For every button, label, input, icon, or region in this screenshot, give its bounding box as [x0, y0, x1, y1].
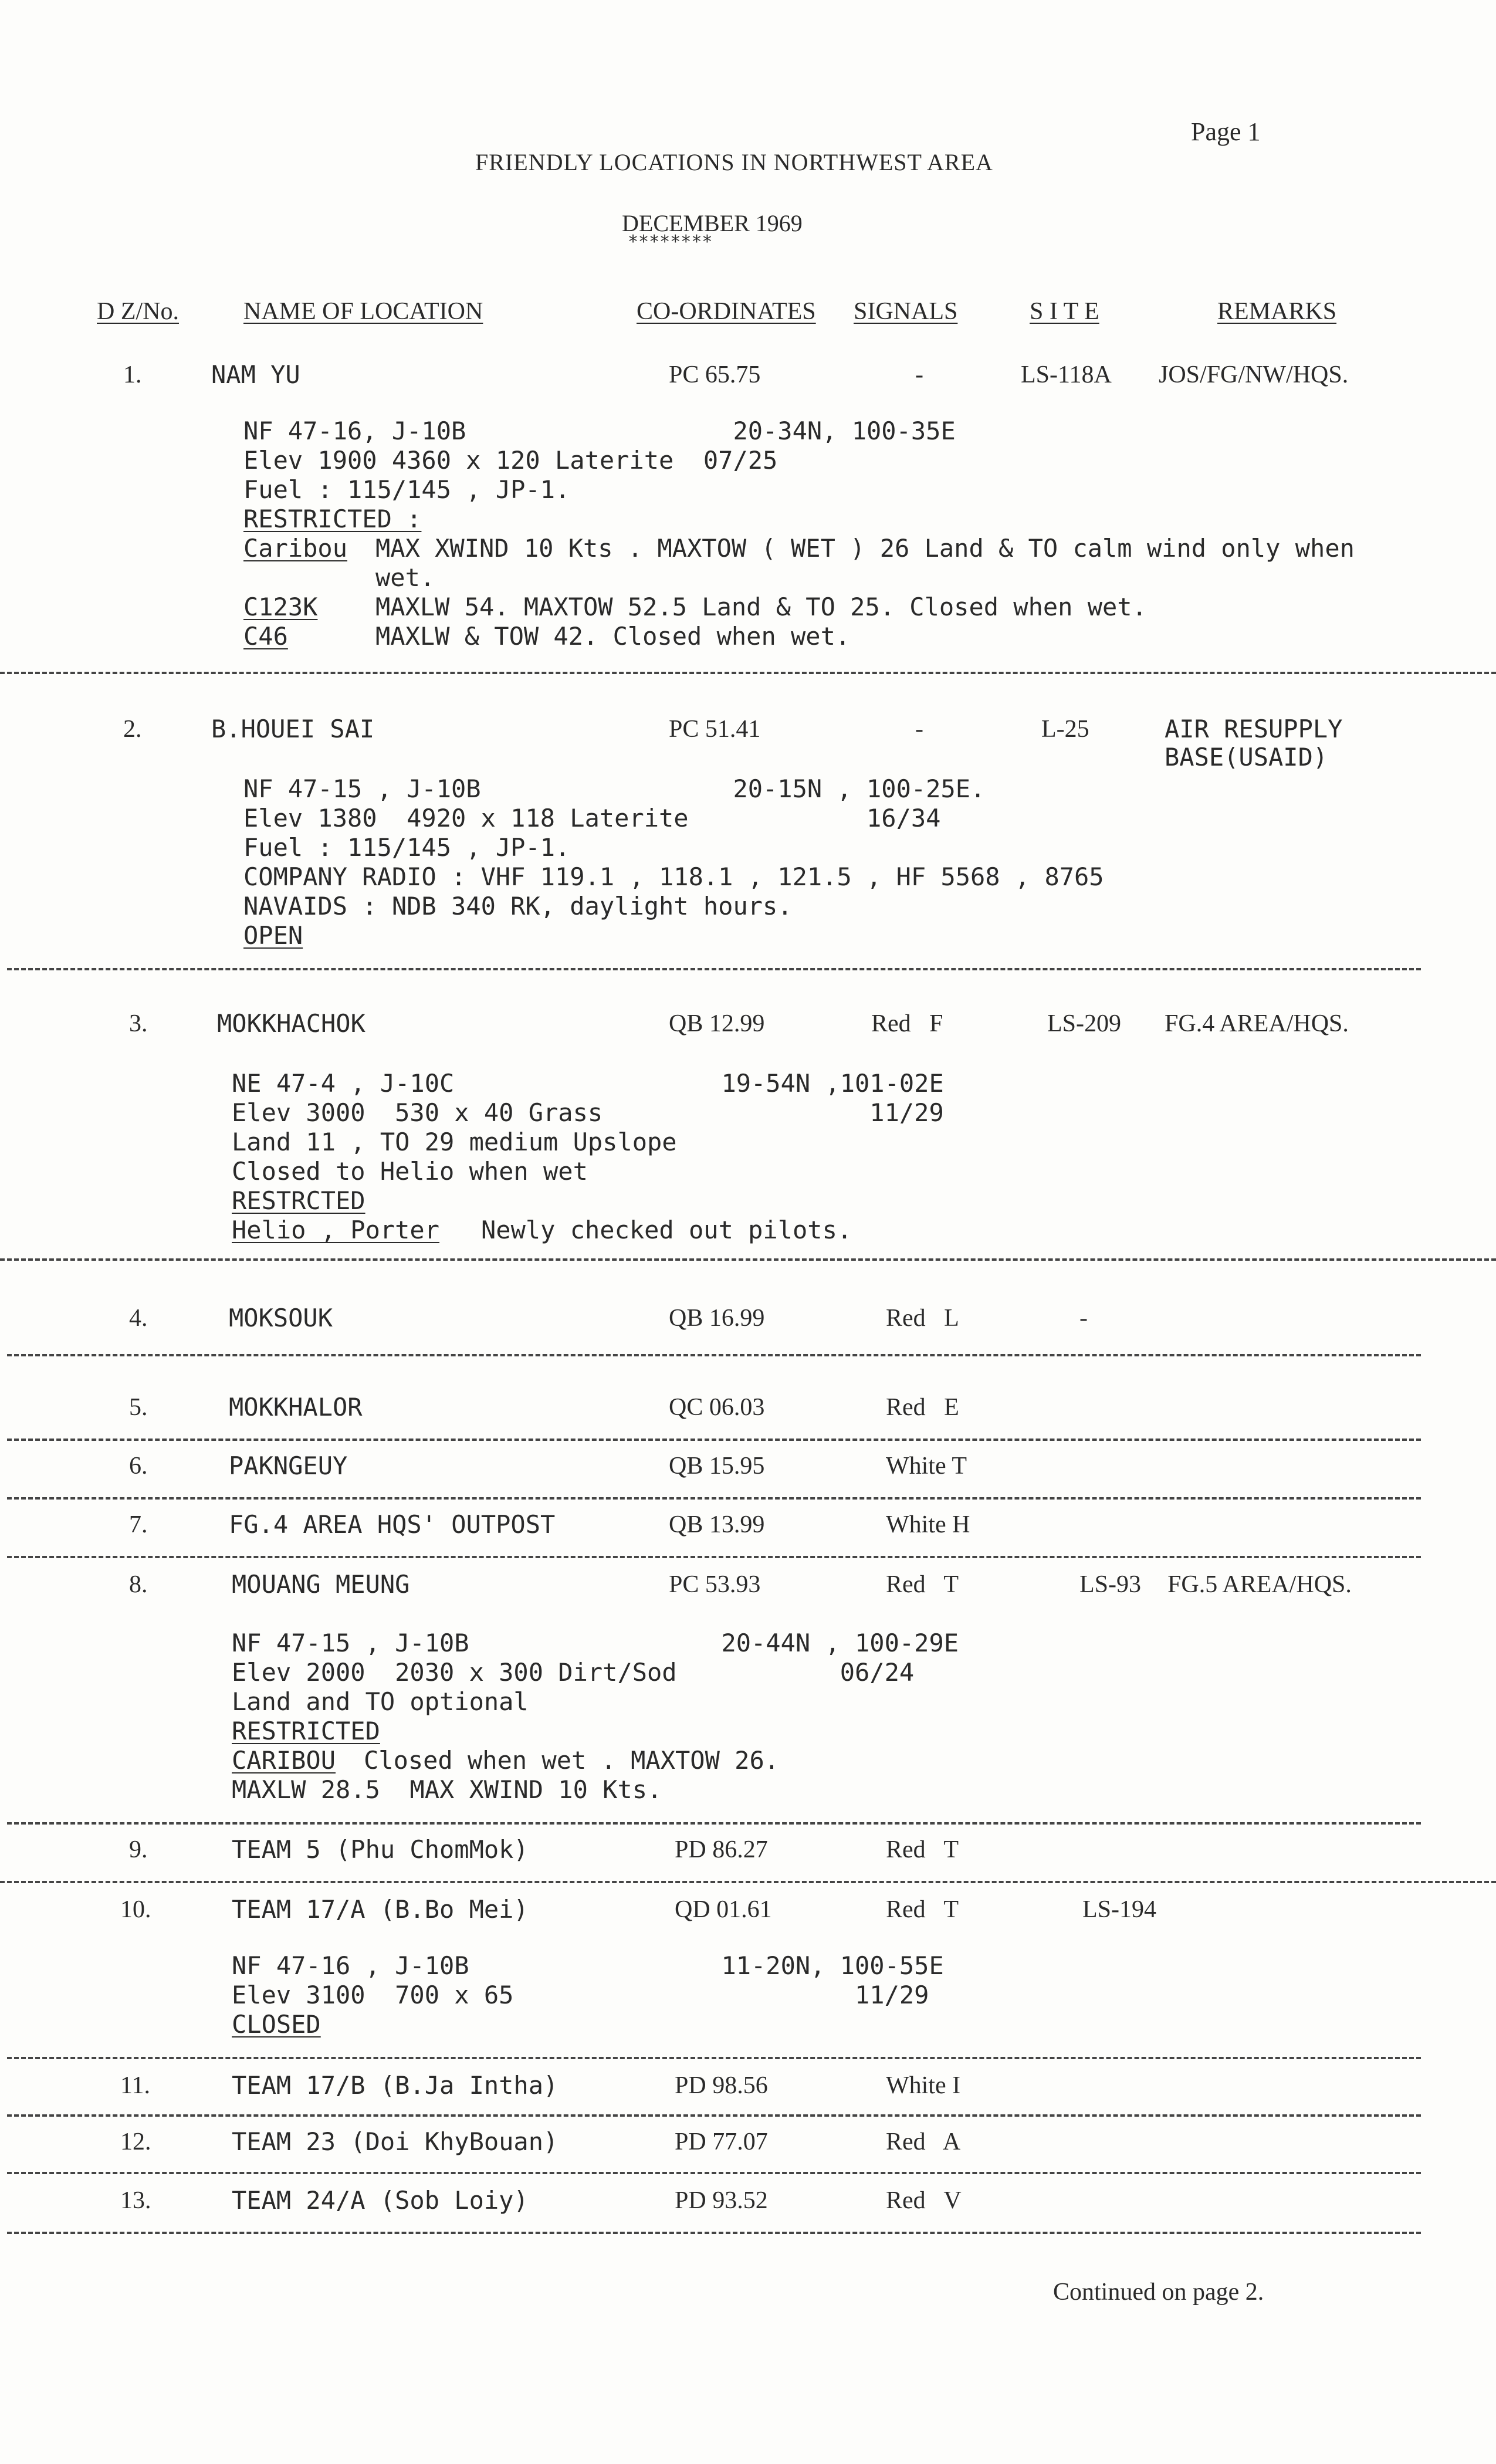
location-name: FG.4 AREA HQS' OUTPOST	[229, 1510, 556, 1539]
detail-line: Land and TO optional	[232, 1687, 529, 1716]
detail-line: Elev 3000 530 x 40 Grass 11/29	[232, 1098, 944, 1127]
signal: Red E	[886, 1394, 959, 1421]
page-label: Page 1	[1191, 117, 1261, 146]
row-separator	[7, 1354, 1421, 1356]
detail-line: Elev 1900 4360 x 120 Laterite 07/25	[243, 446, 778, 475]
entry-number: 5.	[129, 1394, 148, 1421]
header-signals: SIGNALS	[854, 298, 958, 325]
row-separator	[7, 2232, 1421, 2234]
location-name: MOKKHALOR	[229, 1393, 363, 1421]
row-separator	[7, 1822, 1421, 1825]
remarks: AIR RESUPPLY	[1165, 715, 1343, 743]
signal: -	[915, 361, 923, 388]
row-separator	[7, 968, 1421, 970]
signal: -	[915, 716, 923, 743]
signal: Red A	[886, 2128, 961, 2155]
location-name: TEAM 17/A (B.Bo Mei)	[232, 1895, 529, 1924]
row-separator	[7, 2057, 1421, 2059]
signal: Red V	[886, 2187, 962, 2214]
entry-number: 10.	[120, 1896, 151, 1923]
location-name: B.HOUEI SAI	[211, 715, 375, 743]
entry-number: 3.	[129, 1010, 148, 1037]
remarks: BASE(USAID)	[1165, 743, 1328, 771]
signal: Red T	[886, 1836, 959, 1863]
coordinates: PD 98.56	[675, 2072, 768, 2099]
coordinates: PD 77.07	[675, 2128, 768, 2155]
detail-line: Elev 3100 700 x 65 11/29	[232, 1981, 929, 2009]
status-label: RESTRICTED	[232, 1717, 380, 1745]
row-separator	[7, 2172, 1421, 2174]
location-name: TEAM 17/B (B.Ja Intha)	[232, 2071, 559, 2100]
status-label: RESTRICTED :	[243, 505, 422, 533]
coordinates: QB 12.99	[669, 1010, 765, 1037]
site: LS-93	[1079, 1571, 1141, 1598]
location-name: PAKNGEUY	[229, 1451, 348, 1480]
status-label: OPEN	[243, 921, 303, 950]
detail-line: Land 11 , TO 29 medium Upslope	[232, 1128, 677, 1156]
site: -	[1079, 1305, 1088, 1332]
aircraft-restriction: MAXLW 54. MAXTOW 52.5 Land & TO 25. Closed when wet.	[375, 593, 1147, 621]
coordinates: QB 13.99	[669, 1511, 765, 1538]
detail-line: NF 47-15 , J-10B 20-44N , 100-29E	[232, 1629, 959, 1657]
header-coords: CO-ORDINATES	[637, 298, 816, 325]
entry-number: 2.	[123, 716, 142, 743]
remarks: JOS/FG/NW/HQS.	[1159, 361, 1349, 388]
detail-line: NF 47-15 , J-10B 20-15N , 100-25E.	[243, 774, 986, 803]
page-title: FRIENDLY LOCATIONS IN NORTHWEST AREA	[475, 149, 993, 175]
coordinates: QD 01.61	[675, 1896, 772, 1923]
detail-line: Elev 2000 2030 x 300 Dirt/Sod 06/24	[232, 1658, 915, 1687]
header-name: NAME OF LOCATION	[243, 298, 483, 325]
aircraft-type: Helio , Porter	[232, 1216, 440, 1244]
entry-number: 6.	[129, 1453, 148, 1480]
remarks: FG.5 AREA/HQS.	[1167, 1571, 1352, 1598]
detail-line: NF 47-16, J-10B 20-34N, 100-35E	[243, 417, 956, 445]
aircraft-type: Caribou	[243, 534, 348, 563]
location-name: NAM YU	[211, 360, 300, 389]
site: LS-194	[1082, 1896, 1156, 1923]
signal: Red T	[886, 1896, 959, 1923]
row-separator	[0, 1258, 1496, 1261]
row-separator	[7, 1439, 1421, 1441]
detail-line: Fuel : 115/145 , JP-1.	[243, 833, 570, 862]
site: LS-209	[1047, 1010, 1121, 1037]
site: L-25	[1041, 716, 1089, 743]
row-separator	[0, 672, 1496, 674]
coordinates: QC 06.03	[669, 1394, 765, 1421]
coordinates: QB 16.99	[669, 1305, 765, 1332]
header-site: S I T E	[1030, 298, 1099, 325]
location-name: TEAM 24/A (Sob Loiy)	[232, 2186, 529, 2215]
coordinates: QB 15.95	[669, 1453, 765, 1480]
detail-line: NF 47-16 , J-10B 11-20N, 100-55E	[232, 1951, 944, 1980]
coordinates: PC 65.75	[669, 361, 761, 388]
status-label: RESTRCTED	[232, 1186, 365, 1215]
detail-line: COMPANY RADIO : VHF 119.1 , 118.1 , 121.5 , HF 5568 , 8765	[243, 862, 1104, 891]
location-name: MOKKHACHOK	[217, 1009, 365, 1038]
coordinates: PD 86.27	[675, 1836, 768, 1863]
signal: White I	[886, 2072, 961, 2099]
aircraft-type: C123K	[243, 593, 318, 621]
detail-line: Elev 1380 4920 x 118 Laterite 16/34	[243, 804, 941, 832]
coordinates: PC 51.41	[669, 716, 761, 743]
detail-line: NAVAIDS : NDB 340 RK, daylight hours.	[243, 892, 793, 920]
aircraft-type: C46	[243, 622, 288, 651]
detail-line: NE 47-4 , J-10C 19-54N ,101-02E	[232, 1069, 944, 1098]
signal: White H	[886, 1511, 970, 1538]
header-remarks: REMARKS	[1217, 298, 1337, 325]
coordinates: PC 53.93	[669, 1571, 761, 1598]
status-label: CLOSED	[232, 2010, 321, 2039]
aircraft-restriction: MAXLW 28.5 MAX XWIND 10 Kts.	[232, 1775, 662, 1804]
date-stars: ********	[628, 232, 713, 252]
signal: Red L	[886, 1305, 959, 1332]
row-separator	[0, 1881, 1496, 1883]
aircraft-type: CARIBOU	[232, 1746, 336, 1775]
row-separator	[7, 2114, 1421, 2117]
header-dz: D Z/No.	[97, 298, 179, 325]
coordinates: PD 93.52	[675, 2187, 768, 2214]
entry-number: 13.	[120, 2187, 151, 2214]
signal: Red T	[886, 1571, 959, 1598]
report-date: DECEMBER 1969	[622, 210, 803, 236]
detail-line: Closed to Helio when wet	[232, 1157, 588, 1186]
aircraft-restriction: Newly checked out pilots.	[481, 1216, 852, 1244]
location-name: MOKSOUK	[229, 1304, 333, 1332]
entry-number: 9.	[129, 1836, 148, 1863]
row-separator	[7, 1497, 1421, 1500]
signal: Red F	[871, 1010, 943, 1037]
detail-line: Fuel : 115/145 , JP-1.	[243, 475, 570, 504]
site: LS-118A	[1021, 361, 1112, 388]
entry-number: 11.	[120, 2072, 150, 2099]
row-separator	[7, 1556, 1421, 1558]
location-name: TEAM 23 (Doi KhyBouan)	[232, 2127, 559, 2156]
entry-number: 7.	[129, 1511, 148, 1538]
aircraft-restriction: MAXLW & TOW 42. Closed when wet.	[375, 622, 851, 651]
location-name: MOUANG MEUNG	[232, 1570, 410, 1599]
location-name: TEAM 5 (Phu ChomMok)	[232, 1835, 529, 1864]
signal: White T	[886, 1453, 967, 1480]
aircraft-restriction: MAX XWIND 10 Kts . MAXTOW ( WET ) 26 Land & TO calm wind only when	[375, 534, 1355, 563]
entry-number: 12.	[120, 2128, 151, 2155]
entry-number: 8.	[129, 1571, 148, 1598]
aircraft-restriction: Closed when wet . MAXTOW 26.	[364, 1746, 780, 1775]
entry-number: 4.	[129, 1305, 148, 1332]
aircraft-restriction: wet.	[375, 563, 435, 592]
remarks: FG.4 AREA/HQS.	[1165, 1010, 1349, 1037]
continued-note: Continued on page 2.	[1053, 2279, 1264, 2306]
entry-number: 1.	[123, 361, 142, 388]
